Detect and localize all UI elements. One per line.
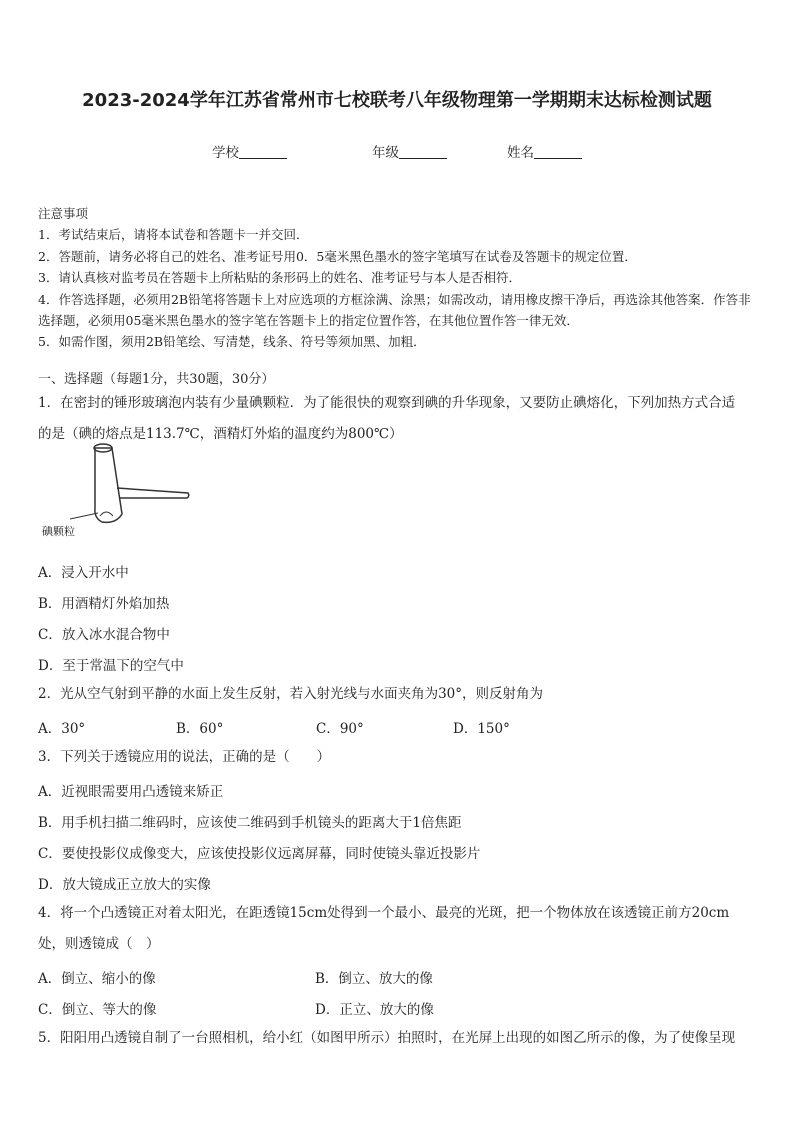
page-title: 2023-2024学年江苏省常州市七校联考八年级物理第一学期期末达标检测试题 — [82, 90, 712, 111]
notes-item: 1．考试结束后，请将本试卷和答题卡一并交回． — [38, 227, 309, 243]
q2-option-a[interactable]: A．30° — [38, 721, 86, 737]
label-leader — [70, 513, 98, 519]
tube-body — [95, 448, 122, 522]
name-field — [507, 141, 582, 161]
section-heading: 一、选择题（每题1分，共30题，30分） — [38, 372, 275, 387]
grade-label: 年级 — [372, 145, 399, 161]
q4-option-c[interactable]: C．倒立、等大的像 — [38, 1002, 157, 1018]
q3-option-c[interactable]: C．要使投影仪成像变大，应该使投影仪远离屏幕，同时使镜头靠近投影片 — [38, 846, 481, 862]
school-field — [212, 141, 287, 161]
q3-option-b[interactable]: B．用手机扫描二维码时，应该使二维码到手机镜头的距离大于1倍焦距 — [38, 815, 462, 831]
notes-item: 5．如需作图，须用2B铅笔绘、写清楚，线条、符号等须加黑、加粗． — [38, 334, 426, 350]
school-blank — [239, 145, 287, 159]
notes-item: 4．作答选择题，必须用2B铅笔将答题卡上对应选项的方框涂满、涂黑；如需改动，请用橡皮擦干净后，再选涂其他答案．作答非选择题，必须用05毫米黑色墨水的签字笔在答题卡上的指定位置作答，在其他位置作答一律无效． — [38, 291, 751, 329]
q3-option-d[interactable]: D．放大镜成正立放大的实像 — [38, 877, 211, 893]
q1-stem-line2: 的是（碘的熔点是113.7℃，酒精灯外焰的温度约为800℃） — [38, 426, 403, 442]
q4-stem-line2: 处，则透镜成（ ） — [38, 936, 160, 952]
grade-field — [372, 141, 447, 161]
figure-label: 碘颗粒 — [42, 525, 75, 538]
q4-option-a[interactable]: A．倒立、缩小的像 — [38, 971, 156, 987]
notes-item: 3．请认真核对监考员在答题卡上所粘贴的条形码上的姓名、准考证号与本人是否相符． — [38, 270, 521, 286]
q3-stem: 3．下列关于透镜应用的说法，正确的是（ ） — [38, 749, 331, 765]
name-label: 姓名 — [507, 145, 534, 161]
q5-stem: 5．阳阳用凸透镜自制了一台照相机，给小红（如图甲所示）拍照时，在光屏上出现的如图乙所示的像，为了使像呈现 — [38, 1030, 736, 1046]
q2-option-c[interactable]: C．90° — [316, 721, 364, 737]
q1-option-b[interactable]: B．用酒精灯外焰加热 — [38, 596, 170, 612]
q2-option-d[interactable]: D．150° — [453, 721, 510, 737]
q4-stem-line1: 4．将一个凸透镜正对着太阳光，在距透镜15cm处得到一个最小、最亮的光斑，把一个物体放在该透镜正前方20cm — [38, 905, 730, 921]
q1-option-a[interactable]: A．浸入开水中 — [38, 565, 129, 581]
q2-stem: 2．光从空气射到平静的水面上发生反射，若入射光线与水面夹角为30°，则反射角为 — [38, 686, 544, 702]
q2-option-b[interactable]: B．60° — [176, 721, 224, 737]
q1-option-d[interactable]: D．至于常温下的空气中 — [38, 658, 184, 674]
tube-handle — [117, 488, 189, 498]
grade-blank — [399, 145, 447, 159]
school-label: 学校 — [212, 145, 239, 161]
iodine-particles — [100, 512, 113, 516]
notes-item: 2．答题前，请务必将自己的姓名、准考证号用0．5毫米黑色墨水的签字笔填写在试卷及答题卡的规定位置． — [38, 248, 637, 264]
notes-heading: 注意事项 — [38, 206, 89, 221]
q3-option-a[interactable]: A．近视眼需要用凸透镜来矫正 — [38, 784, 224, 800]
q1-option-c[interactable]: C．放入冰水混合物中 — [38, 627, 170, 643]
name-blank — [534, 145, 582, 159]
notes-block — [38, 203, 758, 353]
q4-option-b[interactable]: B．倒立、放大的像 — [315, 971, 433, 987]
q4-option-d[interactable]: D．正立、放大的像 — [315, 1002, 434, 1018]
q1-stem-line1: 1．在密封的锤形玻璃泡内装有少量碘颗粒．为了能很快的观察到碘的升华现象，又要防止碘熔化，下列加热方式合适 — [38, 395, 736, 411]
